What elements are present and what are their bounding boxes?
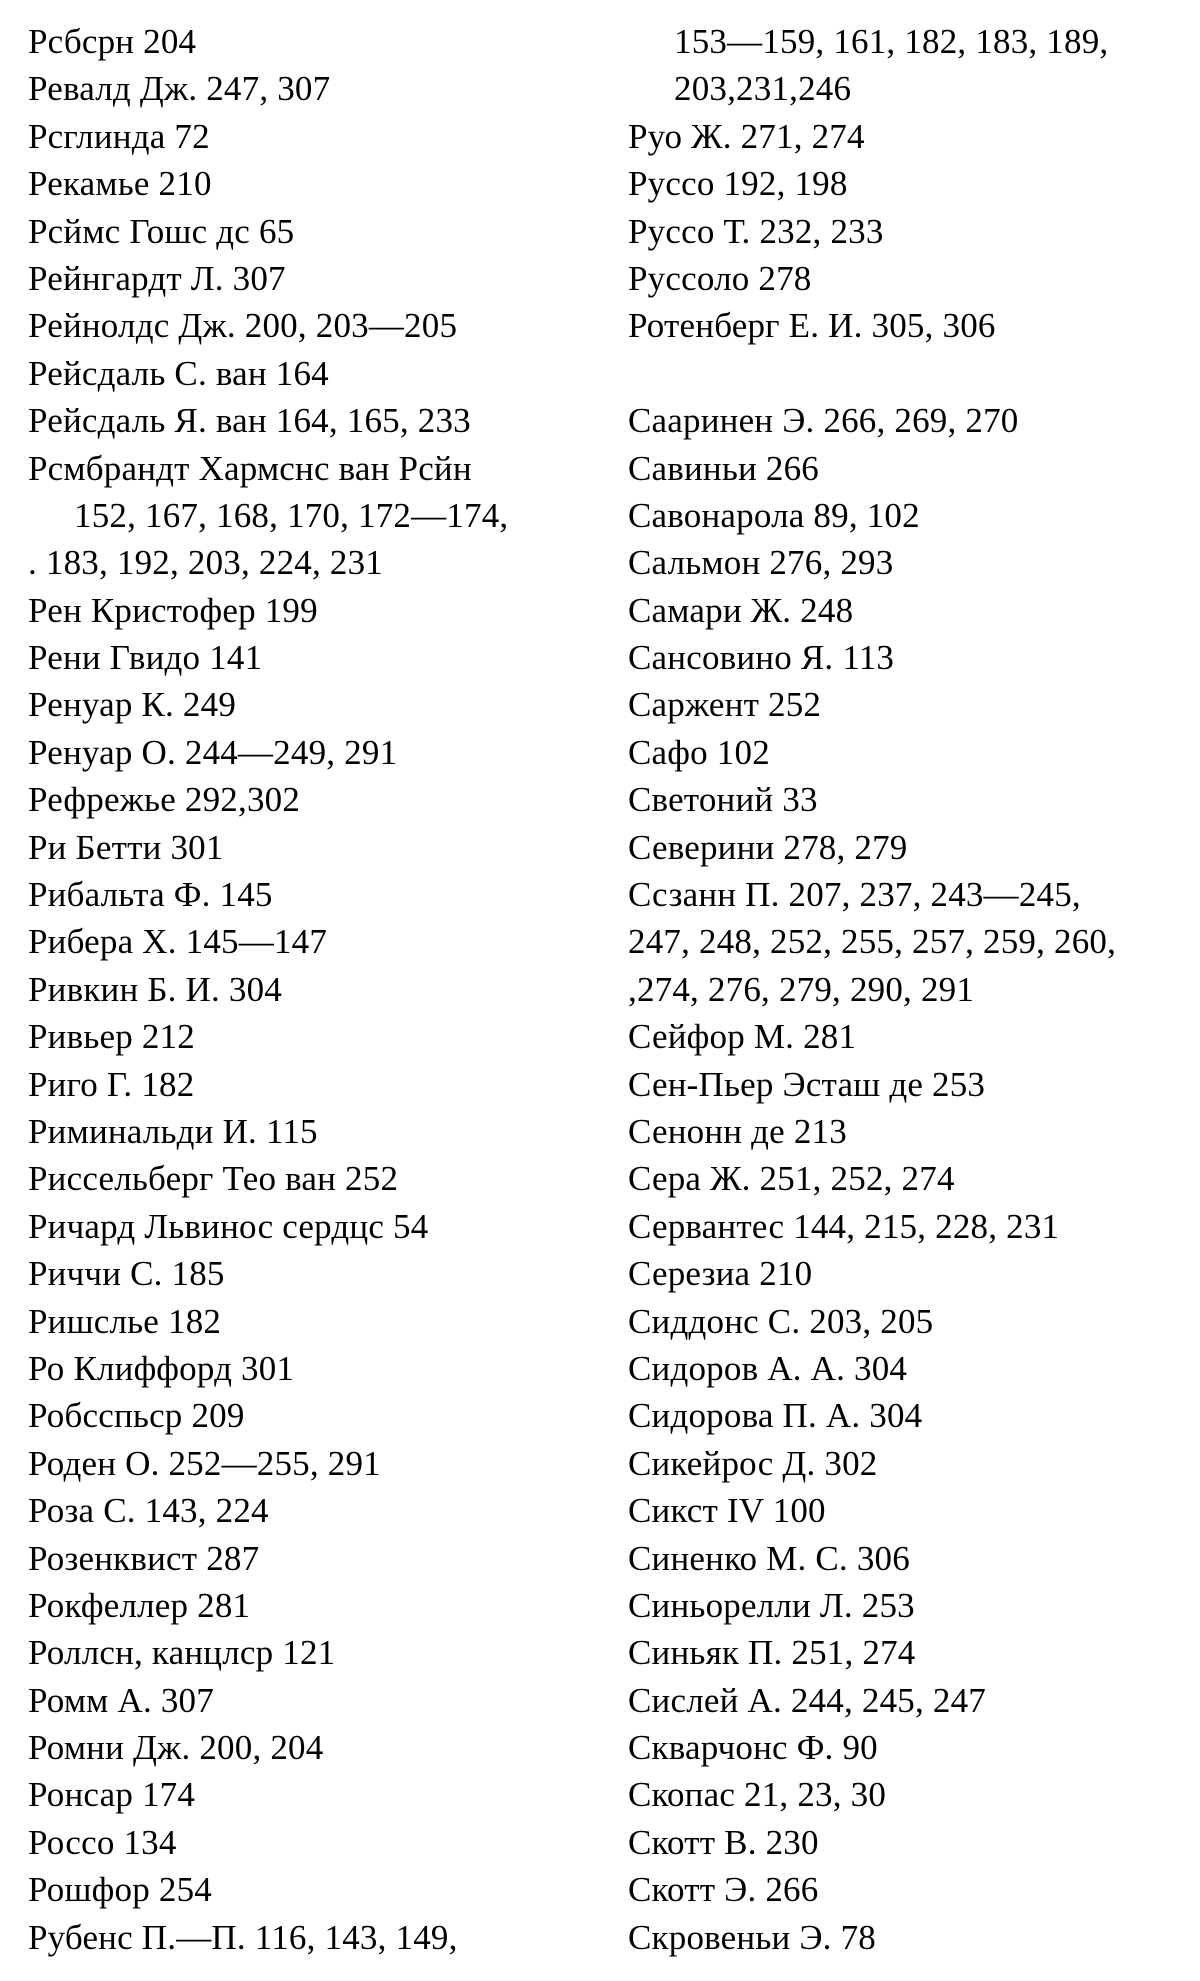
- index-entry: Сен-Пьер Эсташ де 253: [628, 1064, 986, 1104]
- index-entry: Синьяк П. 251, 274: [628, 1633, 916, 1673]
- index-entry: 152, 167, 168, 170, 172—174,: [74, 495, 509, 535]
- index-entry: Сикст IV 100: [628, 1491, 826, 1531]
- index-entry: Рубенс П.—П. 116, 143, 149,: [28, 1917, 458, 1957]
- index-entry: Саржент 252: [628, 685, 822, 725]
- index-entry: Самари Ж. 248: [628, 590, 854, 630]
- index-entry: Рефрежье 292,302: [28, 780, 301, 820]
- index-entry: . 183, 192, 203, 224, 231: [28, 543, 383, 583]
- index-entry: Рейнгардт Л. 307: [28, 258, 286, 298]
- index-entry: Рейсдаль Я. ван 164, 165, 233: [28, 401, 471, 441]
- index-entry: Рейнолдс Дж. 200, 203—205: [28, 306, 458, 346]
- index-entry: Роден О. 252—255, 291: [28, 1443, 381, 1483]
- index-entry: Ссзанн П. 207, 237, 243—245,: [628, 875, 1081, 915]
- index-entry: Роллсн, канцлср 121: [28, 1633, 336, 1673]
- index-entry: Ромм А. 307: [28, 1680, 214, 1720]
- index-entry: ,274, 276, 279, 290, 291: [628, 969, 975, 1009]
- index-entry: Ренуар К. 249: [28, 685, 237, 725]
- index-entry: Розенквист 287: [28, 1538, 260, 1578]
- index-entry: Риччи С. 185: [28, 1254, 225, 1294]
- index-entry: Скровеньи Э. 78: [628, 1917, 876, 1957]
- index-entry: Руо Ж. 271, 274: [628, 116, 865, 156]
- index-entry: Северини 278, 279: [628, 827, 908, 867]
- index-entry: Сидоров А. А. 304: [628, 1348, 908, 1388]
- index-entry: 153—159, 161, 182, 183, 189,: [674, 22, 1109, 61]
- index-entry: Сиддонс С. 203, 205: [628, 1301, 934, 1341]
- index-entry: Рсглинда 72: [28, 116, 210, 156]
- index-entry: Рейсдаль С. ван 164: [28, 353, 329, 393]
- index-entry: Ротенберг Е. И. 305, 306: [628, 306, 996, 346]
- index-entry: Сафо 102: [628, 732, 770, 772]
- index-entry: Сикейрос Д. 302: [628, 1443, 878, 1483]
- index-entry: Ревалд Дж. 247, 307: [28, 69, 331, 109]
- index-entry: 203,231,246: [674, 69, 852, 109]
- index-entry: Рени Гвидо 141: [28, 638, 263, 678]
- index-entry: Синьорелли Л. 253: [628, 1585, 915, 1625]
- index-entry: Сислей А. 244, 245, 247: [628, 1680, 986, 1720]
- index-entry: Сальмон 276, 293: [628, 543, 894, 583]
- index-entry: Рсмбрандт Хармснс ван Рсйн: [28, 448, 472, 488]
- index-entry: Ро Клиффорд 301: [28, 1348, 295, 1388]
- index-entry: Руссо 192, 198: [628, 164, 848, 204]
- section-gap: [628, 350, 1188, 397]
- index-entry: Ришслье 182: [28, 1301, 222, 1341]
- index-entry: Синенко М. С. 306: [628, 1538, 910, 1578]
- index-entry: Риминальди И. 115: [28, 1111, 318, 1151]
- index-entry: Сера Ж. 251, 252, 274: [628, 1159, 955, 1199]
- index-entry: 247, 248, 252, 255, 257, 259, 260,: [628, 922, 1117, 962]
- index-entry: Сидорова П. А. 304: [628, 1396, 923, 1436]
- index-entry: Ромни Дж. 200, 204: [28, 1728, 324, 1768]
- index-entry: Сааринен Э. 266, 269, 270: [628, 401, 1019, 441]
- index-entry: Робсспьср 209: [28, 1396, 245, 1436]
- index-entry: Рибера Х. 145—147: [28, 922, 328, 962]
- index-entry: Ренуар О. 244—249, 291: [28, 732, 398, 772]
- index-entry: Рошфор 254: [28, 1870, 212, 1910]
- index-entry: Ривьер 212: [28, 1017, 195, 1057]
- index-entry: Ронсар 174: [28, 1775, 196, 1815]
- index-entry: Рибальта Ф. 145: [28, 875, 273, 915]
- index-entry: Ричард Львинос сердцс 54: [28, 1206, 429, 1246]
- index-entry: Рсймс Гошс дс 65: [28, 211, 295, 251]
- index-entry: Сервантес 144, 215, 228, 231: [628, 1206, 1060, 1246]
- index-entry: Роза С. 143, 224: [28, 1491, 269, 1531]
- index-entry: Скотт Э. 266: [628, 1870, 819, 1910]
- index-entry: Скопас 21, 23, 30: [628, 1775, 887, 1815]
- index-entry: Ривкин Б. И. 304: [28, 969, 283, 1009]
- index-entry: Рекамье 210: [28, 164, 212, 204]
- index-entry: Сенонн де 213: [628, 1111, 847, 1151]
- index-entry: Скварчонс Ф. 90: [628, 1728, 878, 1768]
- index-entry: Россо 134: [28, 1822, 177, 1862]
- index-entry: Сейфор М. 281: [628, 1017, 857, 1057]
- index-entry: Серезиа 210: [628, 1254, 813, 1294]
- index-entry: Руссоло 278: [628, 258, 812, 298]
- index-entry: Риго Г. 182: [28, 1064, 195, 1104]
- index-entry: Руссо Т. 232, 233: [628, 211, 884, 251]
- index-entry: Савиньи 266: [628, 448, 820, 488]
- index-entry: Сансовино Я. 113: [628, 638, 895, 678]
- index-entry: Рен Кристофер 199: [28, 590, 318, 630]
- index-entry: Скотт В. 230: [628, 1822, 819, 1862]
- index-column-right: [628, 18, 1188, 1961]
- index-entry: Риссельберг Тео ван 252: [28, 1159, 399, 1199]
- index-entry: Светоний 33: [628, 780, 818, 820]
- index-entry: Рокфеллер 281: [28, 1585, 251, 1625]
- index-entry: Ри Бетти 301: [28, 827, 224, 867]
- index-column-left: [28, 18, 608, 1961]
- index-entry: Савонарола 89, 102: [628, 495, 920, 535]
- index-entry: Рсбсрн 204: [28, 22, 197, 61]
